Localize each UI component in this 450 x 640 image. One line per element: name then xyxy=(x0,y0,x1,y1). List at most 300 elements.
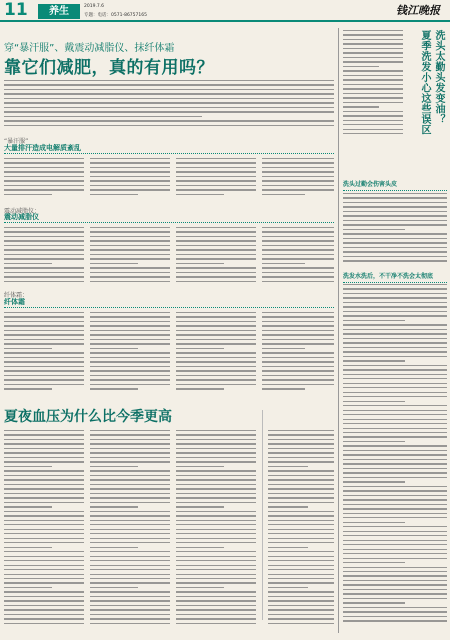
text-line xyxy=(90,240,170,241)
text-line xyxy=(176,569,256,570)
sidebar-subhead-2: 洗发水洗后，不干净不洗会太彻底 xyxy=(343,272,447,283)
text-line xyxy=(176,600,256,601)
text-line xyxy=(4,258,84,259)
text-line xyxy=(343,84,403,85)
text-line xyxy=(4,596,84,597)
text-line xyxy=(176,493,256,494)
col-text xyxy=(4,158,84,200)
text-line xyxy=(268,551,334,552)
text-line xyxy=(343,342,447,343)
text-line xyxy=(262,267,334,268)
text-line xyxy=(90,258,170,259)
text-line xyxy=(343,468,447,469)
text-line xyxy=(4,524,84,525)
text-line xyxy=(176,236,256,237)
text-line xyxy=(343,378,447,379)
text-line xyxy=(176,325,256,326)
hotline: 专题：电话：0571-86757165 xyxy=(84,13,147,18)
text-line xyxy=(4,167,84,168)
text-line xyxy=(343,30,403,31)
text-line xyxy=(4,479,84,480)
text-line xyxy=(268,497,334,498)
text-line xyxy=(268,623,334,624)
text-line xyxy=(176,484,256,485)
col-text xyxy=(262,227,334,287)
text-line xyxy=(4,506,52,507)
text-line xyxy=(176,167,256,168)
text-line xyxy=(343,508,447,509)
text-line xyxy=(176,334,256,335)
text-line xyxy=(176,379,256,380)
text-line xyxy=(90,171,170,172)
text-line xyxy=(4,565,84,566)
text-line xyxy=(4,180,84,181)
text-line xyxy=(90,384,170,385)
text-line xyxy=(90,560,170,561)
text-line xyxy=(90,609,170,610)
text-line xyxy=(262,162,334,163)
text-line xyxy=(343,284,447,285)
text-line xyxy=(90,231,170,232)
box-label: “暴汗服” xyxy=(4,138,29,145)
text-line xyxy=(268,502,334,503)
box-label: 震动减脂仪： xyxy=(4,208,41,215)
text-line xyxy=(343,513,447,514)
col-text xyxy=(176,312,256,396)
text-line xyxy=(4,466,52,467)
text-line xyxy=(176,240,256,241)
text-line xyxy=(343,436,447,437)
text-line xyxy=(4,98,334,99)
text-line xyxy=(343,129,403,130)
text-line xyxy=(343,111,403,112)
text-line xyxy=(262,272,334,273)
text-line xyxy=(176,479,256,480)
text-line xyxy=(4,493,84,494)
text-line xyxy=(343,311,447,312)
text-line xyxy=(90,321,170,322)
text-line xyxy=(176,623,256,624)
text-line xyxy=(268,470,334,471)
text-line xyxy=(176,339,256,340)
text-line xyxy=(176,388,224,389)
text-line xyxy=(90,614,170,615)
col-text xyxy=(176,430,256,630)
text-line xyxy=(176,466,224,467)
text-line xyxy=(4,343,84,344)
text-line xyxy=(262,370,334,371)
text-line xyxy=(90,493,170,494)
subhead-sweat: 大量排汗造成电解质紊乱 xyxy=(4,143,334,154)
text-line xyxy=(262,343,334,344)
text-line xyxy=(343,260,447,261)
text-line xyxy=(4,357,84,358)
text-line xyxy=(268,493,334,494)
text-line xyxy=(4,272,84,273)
text-line xyxy=(343,351,447,352)
text-line xyxy=(343,495,447,496)
text-line xyxy=(90,245,170,246)
text-line xyxy=(176,158,256,159)
text-line xyxy=(90,227,170,228)
text-line xyxy=(176,457,256,458)
text-line xyxy=(90,457,170,458)
text-line xyxy=(176,618,256,619)
text-line xyxy=(4,488,84,489)
text-line xyxy=(262,180,334,181)
text-line xyxy=(343,124,403,125)
text-line xyxy=(4,236,84,237)
text-line xyxy=(176,180,256,181)
text-line xyxy=(343,197,447,198)
text-line xyxy=(268,547,308,548)
text-line xyxy=(4,556,84,557)
text-line xyxy=(262,375,334,376)
text-line xyxy=(90,189,170,190)
col-text xyxy=(4,312,84,396)
sidebar-article xyxy=(338,28,448,633)
text-line xyxy=(176,281,256,282)
col-text xyxy=(176,158,256,200)
text-line xyxy=(268,618,334,619)
text-line xyxy=(90,623,170,624)
text-line xyxy=(4,227,84,228)
text-line xyxy=(176,556,256,557)
text-line xyxy=(90,574,170,575)
text-line xyxy=(90,461,170,462)
text-line xyxy=(4,325,84,326)
text-line xyxy=(90,600,170,601)
text-line xyxy=(4,614,84,615)
col-text xyxy=(4,430,84,630)
text-line xyxy=(90,158,170,159)
text-line xyxy=(262,366,334,367)
text-line xyxy=(343,454,447,455)
text-line xyxy=(176,321,256,322)
text-line xyxy=(262,245,334,246)
text-line xyxy=(4,443,84,444)
text-line xyxy=(4,515,84,516)
text-line xyxy=(90,366,170,367)
text-line xyxy=(268,542,334,543)
text-line xyxy=(262,352,334,353)
text-line xyxy=(343,616,447,617)
text-line xyxy=(90,591,170,592)
text-line xyxy=(90,370,170,371)
text-line xyxy=(343,356,447,357)
text-line xyxy=(343,220,447,221)
text-line xyxy=(90,339,170,340)
text-line xyxy=(90,479,170,480)
text-line xyxy=(90,515,170,516)
page-number: 11 xyxy=(4,0,28,20)
text-line xyxy=(176,551,256,552)
text-line xyxy=(343,401,405,402)
sidebar-subhead-1: 洗头过勤会伤害头皮 xyxy=(343,180,447,191)
text-line xyxy=(176,511,256,512)
text-line xyxy=(4,574,84,575)
text-line xyxy=(90,267,170,268)
text-line xyxy=(176,506,224,507)
text-line xyxy=(90,180,170,181)
text-line xyxy=(176,470,256,471)
text-line xyxy=(343,383,447,384)
text-line xyxy=(4,361,84,362)
text-line xyxy=(262,357,334,358)
text-line xyxy=(176,361,256,362)
text-line xyxy=(262,384,334,385)
text-line xyxy=(176,542,256,543)
col-text xyxy=(90,430,170,630)
text-line xyxy=(176,582,256,583)
text-line xyxy=(343,247,447,248)
text-line xyxy=(4,370,84,371)
sidebar-intro xyxy=(343,30,403,140)
text-line xyxy=(268,538,334,539)
text-line xyxy=(268,600,334,601)
text-line xyxy=(90,176,170,177)
text-line xyxy=(268,443,334,444)
text-line xyxy=(343,224,447,225)
text-line xyxy=(176,547,224,548)
text-line xyxy=(4,591,84,592)
text-line xyxy=(4,330,84,331)
text-line xyxy=(343,133,403,134)
text-line xyxy=(4,533,84,534)
text-line xyxy=(4,84,334,85)
text-line xyxy=(343,297,447,298)
text-line xyxy=(176,171,256,172)
col-text xyxy=(262,158,334,200)
text-line xyxy=(4,116,202,117)
text-line xyxy=(262,258,334,259)
text-line xyxy=(343,445,447,446)
text-line xyxy=(176,348,224,349)
text-line xyxy=(4,600,84,601)
text-line xyxy=(343,553,447,554)
text-line xyxy=(343,611,447,612)
text-line xyxy=(90,185,170,186)
text-line xyxy=(90,506,138,507)
text-line xyxy=(176,475,256,476)
text-line xyxy=(4,281,84,282)
text-line xyxy=(268,560,334,561)
text-line xyxy=(4,249,84,250)
text-line xyxy=(4,587,52,588)
text-line xyxy=(343,414,447,415)
text-line xyxy=(343,593,447,594)
text-line xyxy=(268,574,334,575)
text-line xyxy=(176,524,256,525)
text-line xyxy=(90,452,170,453)
text-line xyxy=(262,388,305,389)
text-line xyxy=(4,93,334,94)
text-line xyxy=(343,251,447,252)
text-line xyxy=(343,329,447,330)
text-line xyxy=(4,316,84,317)
text-line xyxy=(4,618,84,619)
col-text xyxy=(90,158,170,200)
text-line xyxy=(4,520,84,521)
text-line xyxy=(4,321,84,322)
text-line xyxy=(90,236,170,237)
section-label: 养生 xyxy=(38,4,80,19)
text-line xyxy=(176,497,256,498)
text-line xyxy=(90,249,170,250)
text-line xyxy=(262,339,334,340)
text-line xyxy=(343,567,447,568)
text-line xyxy=(343,463,447,464)
text-line xyxy=(90,587,138,588)
text-line xyxy=(343,477,447,478)
text-line xyxy=(176,452,256,453)
text-line xyxy=(4,388,52,389)
text-line xyxy=(176,614,256,615)
col-text xyxy=(90,227,170,287)
text-line xyxy=(343,302,447,303)
text-line xyxy=(4,452,84,453)
text-line xyxy=(4,430,84,431)
text-line xyxy=(343,233,447,234)
text-line xyxy=(4,551,84,552)
text-line xyxy=(176,587,224,588)
text-line xyxy=(4,111,334,112)
text-line xyxy=(4,80,334,81)
text-line xyxy=(268,506,308,507)
text-line xyxy=(4,125,334,126)
text-line xyxy=(343,324,447,325)
text-line xyxy=(268,591,334,592)
text-line xyxy=(4,189,84,190)
text-line xyxy=(268,452,334,453)
text-line xyxy=(4,276,84,277)
text-line xyxy=(268,565,334,566)
text-line xyxy=(176,366,256,367)
text-line xyxy=(262,185,334,186)
text-line xyxy=(90,281,170,282)
text-line xyxy=(176,578,256,579)
sidebar-headline-1: 洗头太勤头发变油？ xyxy=(433,30,444,125)
text-line xyxy=(268,439,334,440)
text-line xyxy=(90,312,170,313)
text-line xyxy=(343,43,403,44)
text-line xyxy=(4,609,84,610)
text-line xyxy=(90,533,170,534)
text-line xyxy=(343,333,447,334)
text-line xyxy=(343,423,447,424)
col-text xyxy=(262,312,334,396)
text-line xyxy=(4,439,84,440)
text-line xyxy=(262,167,334,168)
text-line xyxy=(268,529,334,530)
text-line xyxy=(343,48,403,49)
text-line xyxy=(90,475,170,476)
text-line xyxy=(268,461,334,462)
text-line xyxy=(4,176,84,177)
text-line xyxy=(343,410,447,411)
text-line xyxy=(268,605,334,606)
text-line xyxy=(4,497,84,498)
text-line xyxy=(343,320,405,321)
text-line xyxy=(343,202,447,203)
text-line xyxy=(268,582,334,583)
text-line xyxy=(262,348,305,349)
text-line xyxy=(268,479,334,480)
text-line xyxy=(343,52,403,53)
text-line xyxy=(343,419,447,420)
sidebar-headline-2: 夏季洗发小心这些误区 xyxy=(419,30,430,135)
text-line xyxy=(90,167,170,168)
text-line xyxy=(268,457,334,458)
text-line xyxy=(343,396,447,397)
text-line xyxy=(176,605,256,606)
text-line xyxy=(343,620,447,621)
text-line xyxy=(268,569,334,570)
text-line xyxy=(90,538,170,539)
text-line xyxy=(262,321,334,322)
text-line xyxy=(343,369,447,370)
second-headline: 夏夜血压为什么比今季更高 xyxy=(4,409,172,425)
text-line xyxy=(343,34,403,35)
text-line xyxy=(343,102,403,103)
text-line xyxy=(176,596,256,597)
text-line xyxy=(343,441,405,442)
sidebar-text xyxy=(343,284,447,629)
text-line xyxy=(176,565,256,566)
text-line xyxy=(90,556,170,557)
text-line xyxy=(268,515,334,516)
text-line xyxy=(4,240,84,241)
text-line xyxy=(176,194,224,195)
text-line xyxy=(343,571,447,572)
text-line xyxy=(343,504,447,505)
text-line xyxy=(4,185,84,186)
text-line xyxy=(343,79,403,80)
text-line xyxy=(176,330,256,331)
text-line xyxy=(90,511,170,512)
text-line xyxy=(90,388,138,389)
text-line xyxy=(343,392,447,393)
text-line xyxy=(176,176,256,177)
issue-date: 2019.7.6 xyxy=(84,4,105,9)
text-line xyxy=(90,520,170,521)
text-line xyxy=(268,578,334,579)
text-line xyxy=(343,432,447,433)
text-line xyxy=(176,488,256,489)
text-line xyxy=(90,488,170,489)
text-line xyxy=(343,215,447,216)
text-line xyxy=(4,511,84,512)
text-line xyxy=(90,379,170,380)
text-line xyxy=(4,461,84,462)
text-line xyxy=(90,316,170,317)
text-line xyxy=(4,263,52,264)
text-line xyxy=(343,589,447,590)
text-line xyxy=(268,524,334,525)
text-line xyxy=(90,375,170,376)
text-line xyxy=(268,448,334,449)
text-line xyxy=(90,276,170,277)
text-line xyxy=(343,106,379,107)
text-line xyxy=(4,384,84,385)
text-line xyxy=(90,194,138,195)
text-line xyxy=(343,256,447,257)
text-line xyxy=(268,511,334,512)
text-line xyxy=(176,375,256,376)
text-line xyxy=(343,490,447,491)
text-line xyxy=(262,249,334,250)
text-line xyxy=(268,484,334,485)
